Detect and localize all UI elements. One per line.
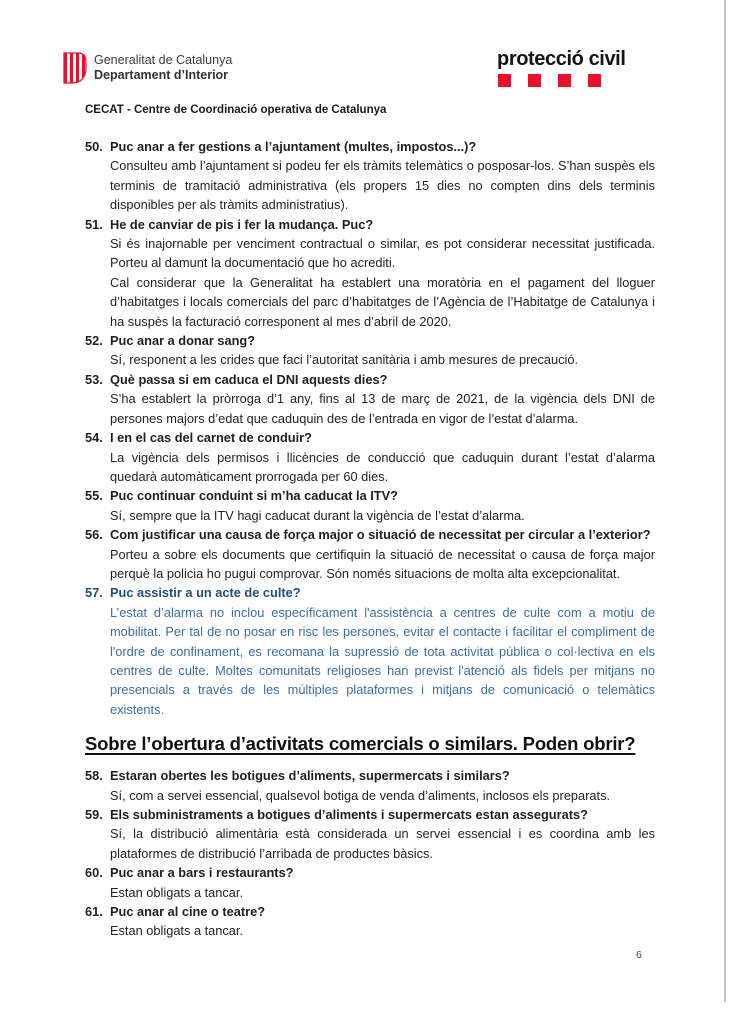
faq-question	[85, 583, 655, 602]
faq-question-text: Estaran obertes les botigues d’aliments, supermercats i similars?	[110, 768, 510, 784]
faq-answer: Cal considerar que la Generalitat ha establert una moratòria en el pagament del lloguer d’habitatges i locals comercials del parc d’habitatges de l’Agència de l’Habitatge de Catalunya i ha suspès la facturació corresponent al mes d’abril de 2020.	[110, 274, 655, 329]
faq-question-text: Puc anar a fer gestions a l’ajuntament (multes, impostos...)?	[110, 139, 477, 154]
logo-org-name: Generalitat de Catalunya	[94, 53, 233, 67]
faq-document-body	[85, 137, 655, 941]
faq-number: 50.	[85, 139, 103, 154]
faq-question	[85, 525, 655, 544]
faq-number: 58.	[85, 768, 103, 784]
page-edge-line	[724, 0, 726, 1002]
proteccio-civil-title: protecció civil	[497, 48, 626, 70]
faq-number: 56.	[85, 527, 103, 543]
faq-answer: La vigència dels permisos i llicències de conducció que caduquin durant l’estat d’alarma quedarà automàticament prorrogada per 60 dies.	[110, 449, 655, 484]
red-square-icon	[498, 74, 511, 87]
faq-item-57	[85, 583, 655, 719]
faq-answer: Porteu a sobre els documents que certifiquin la situació de necessitat o causa de força major perquè la policia ho pugui comprovar. Són només situacions de molta alta excepcionalitat.	[110, 546, 655, 581]
faq-number: 61.	[85, 904, 103, 920]
faq-item-55	[85, 486, 655, 525]
faq-answer: Estan obligats a tancar.	[110, 884, 244, 900]
faq-number: 52.	[85, 333, 103, 349]
faq-question-text: Què passa si em caduca el DNI aquests dies?	[110, 371, 388, 387]
logo-dept-name: Departament d’Interior	[94, 67, 229, 82]
faq-answer: Consulteu amb l’ajuntament si podeu fer els tràmits telemàtics o posposar-los. S’han suspès els terminis de tramitació administrativa (els propers 15 dies no compten dins dels terminis disponibles per als tràmits administratius).	[110, 158, 655, 213]
faq-number: 51.	[85, 216, 103, 232]
faq-number: 55.	[85, 488, 103, 504]
faq-number: 59.	[85, 807, 103, 822]
faq-answer: Sí, com a servei essencial, qualsevol botiga de venda d’aliments, inclosos els preparats.	[110, 787, 611, 803]
faq-question-text: Puc assistir a un acte de culte?	[110, 585, 301, 601]
faq-item-56	[85, 525, 655, 583]
faq-question	[85, 370, 655, 389]
red-square-icon	[588, 74, 601, 87]
faq-number: 54.	[85, 430, 103, 446]
faq-question-text: Puc continuar conduint si m’ha caducat la ITV?	[110, 488, 398, 504]
faq-item-58	[85, 766, 655, 805]
faq-question	[85, 137, 655, 156]
faq-answer: S’ha establert la pròrroga d’1 any, fins al 13 de març de 2021, de la vigència dels DNI de persones majors d’edat que caduquin des de l’entrada en vigor de l’estat d’alarma.	[110, 391, 655, 426]
faq-question-text: Com justificar una causa de força major o situació de necessitat per circular a l’exterior?	[110, 527, 651, 543]
faq-question-text: He de canviar de pis i fer la mudança. Puc?	[110, 216, 374, 232]
red-square-icon	[558, 74, 571, 87]
faq-list-1	[85, 137, 655, 719]
faq-question	[85, 428, 655, 447]
faq-answer: Sí, responent a les crides que faci l’autoritat sanitària i amb mesures de precaució.	[110, 352, 579, 368]
proteccio-civil-squares	[498, 74, 647, 87]
faq-question	[85, 766, 655, 785]
section-heading: Sobre l’obertura d’activitats comercials o similars. Poden obrir?	[85, 733, 636, 755]
faq-question	[85, 805, 655, 824]
faq-answer: Sí, sempre que la ITV hagi caducat durant la vigència de l’estat d’alarma.	[110, 507, 525, 523]
faq-question-text: Puc anar a bars i restaurants?	[110, 865, 294, 881]
faq-item-53	[85, 370, 655, 428]
faq-number: 57.	[85, 585, 103, 601]
senyera-shield-icon	[63, 52, 87, 84]
page-number: 6	[636, 949, 642, 961]
faq-item-50	[85, 137, 655, 215]
faq-item-59	[85, 805, 655, 863]
faq-list-2	[85, 766, 655, 941]
faq-question-text: Puc anar al cine o teatre?	[110, 904, 266, 920]
faq-question-text: Els subministraments a botigues d’aliments i supermercats estan assegurats?	[110, 807, 588, 822]
faq-question	[85, 215, 655, 234]
faq-item-54	[85, 428, 655, 486]
faq-answer: Sí, la distribució alimentària està considerada un servei essencial i es coordina amb les plataformes de distribució l’arribada de productes bàsics.	[110, 826, 655, 861]
faq-question	[85, 331, 655, 350]
faq-item-51	[85, 215, 655, 331]
faq-number: 60.	[85, 865, 103, 881]
faq-item-52	[85, 331, 655, 370]
faq-question-text: I en el cas del carnet de conduir?	[110, 430, 312, 446]
proteccio-civil-logo	[497, 48, 647, 87]
faq-question	[85, 902, 655, 921]
generalitat-logo	[63, 52, 232, 84]
faq-answer: Si és inajornable per venciment contractual o similar, es pot considerar necessitat justificada. Porteu al damunt la documentació que ho acrediti.	[110, 236, 655, 271]
faq-item-60	[85, 863, 655, 902]
faq-number: 53.	[85, 371, 103, 387]
faq-item-61	[85, 902, 655, 941]
faq-question	[85, 486, 655, 505]
faq-answer: L’estat d’alarma no inclou específicament l'assistència a centres de culte com a motiu de mobilitat. Per tal de no posar en risc les persones, evitar el contacte i facilitar el compliment de l'ordre de confinament, es recomana la supressió de tota activitat pública o col·lectiva en els centres de culte. Moltes comunitats religioses han previst l'atenció als fidels per mitjans no presencials a través de les múltiples plataformes i mitjans de comunicació o telemàtics existents.	[110, 604, 655, 717]
cecat-subtitle: CECAT - Centre de Coordinació operativa de Catalunya	[85, 104, 387, 116]
red-square-icon	[528, 74, 541, 87]
faq-question	[85, 863, 655, 882]
faq-question-text: Puc anar a donar sang?	[110, 333, 256, 349]
faq-answer: Estan obligats a tancar.	[110, 923, 244, 939]
